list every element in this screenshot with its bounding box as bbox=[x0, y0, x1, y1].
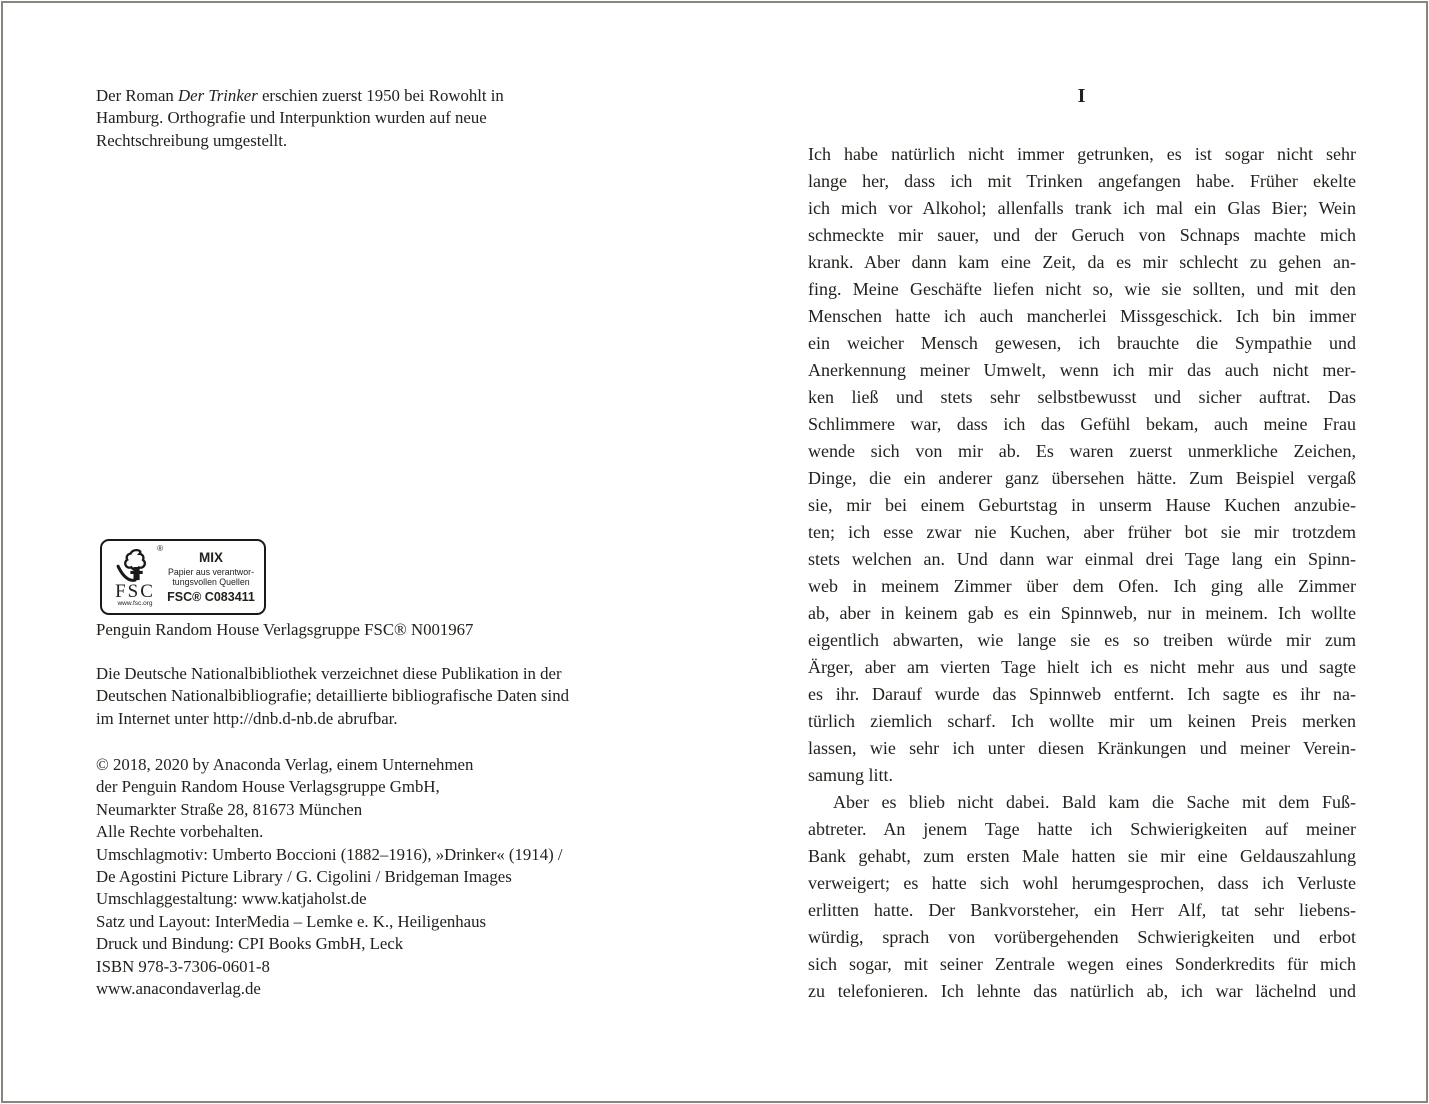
text-line: würdig, sprach von vorübergehenden Schwierigkeiten und erbot bbox=[808, 927, 1356, 947]
imprint-line: www.anacondaverlag.de bbox=[96, 979, 261, 999]
imprint-line: Umschlaggestaltung: www.katjaholst.de bbox=[96, 889, 367, 909]
dnb-note-line: Deutschen Nationalbibliografie; detaillierte bibliografische Daten sind bbox=[96, 686, 569, 706]
dnb-note bbox=[96, 663, 569, 730]
text-line: Anerkennung meiner Umwelt, wenn ich mir das auch nicht mer- bbox=[808, 360, 1356, 380]
text-line: Bank gehabt, zum ersten Male hatten sie mir eine Geldauszahlung bbox=[808, 846, 1356, 866]
fsc-registered-mark: ® bbox=[157, 544, 163, 553]
text-line: samung litt. bbox=[808, 765, 893, 785]
text-line: web in meinem Zimmer über dem Ofen. Ich ging alle Zimmer bbox=[808, 576, 1356, 596]
text-line: lange her, dass ich mit Trinken angefangen habe. Früher ekelte bbox=[808, 171, 1356, 191]
text-line: schmeckte mir sauer, und der Geruch von Schnaps machte mich bbox=[808, 225, 1356, 245]
chapter-number: I bbox=[1077, 85, 1087, 107]
text-line: Schlimmere war, dass ich das Gefühl bekam, auch meine Frau bbox=[808, 414, 1356, 434]
text-line: wende sich von mir ab. Es waren zuerst unmerkliche Zeichen, bbox=[808, 441, 1356, 461]
text-line: fing. Meine Geschäfte liefen nicht so, wie sie sollten, und mit den bbox=[808, 279, 1356, 299]
imprint-line: Satz und Layout: InterMedia – Lemke e. K., Heiligenhaus bbox=[96, 911, 487, 931]
text-line: Menschen hatte ich auch mancherlei Missgeschick. Ich bin immer bbox=[808, 306, 1356, 326]
text-line: es ihr. Darauf wurde das Spinnweb entfernt. Ich sagte es ihr na- bbox=[808, 684, 1356, 704]
fsc-mix-label: MIX bbox=[198, 549, 223, 565]
text-line: verweigert; es hatte sich wohl herumgesprochen, dass ich Verluste bbox=[808, 873, 1356, 893]
text-line: zu telefonieren. Ich lehnte das natürlich ab, ich war lächelnd und bbox=[808, 981, 1356, 1001]
text-line: krank. Aber dann kam eine Zeit, da es mir schlecht zu gehen an- bbox=[808, 252, 1356, 272]
text-line: ab, aber in keinem gab es ein Spinnweb, nur in meinem. Ich wollte bbox=[808, 603, 1356, 623]
text-line: sich sogar, mit seiner Zentrale wegen eines Sonderkredits für mich bbox=[808, 954, 1356, 974]
text-line: Aber es blieb nicht dabei. Bald kam die Sache mit dem Fuß- bbox=[833, 792, 1356, 812]
fsc-tree-checkmark-icon bbox=[115, 547, 155, 584]
fsc-certification-label bbox=[100, 539, 266, 615]
fsc-license-line: Penguin Random House Verlagsgruppe FSC® N001967 bbox=[96, 620, 474, 639]
text-line: erlitten hatte. Der Bankvorsteher, ein Herr Alf, tat sehr liebens- bbox=[808, 900, 1356, 920]
text-line: Ich habe natürlich nicht immer getrunken, es ist sogar nicht sehr bbox=[808, 144, 1356, 164]
text-line: lassen, wie sehr ich unter diesen Kränkungen und meiner Verein- bbox=[808, 738, 1356, 758]
fsc-claim-text: Papier aus verantwor- tungsvollen Quellen bbox=[167, 566, 255, 587]
imprint-line: De Agostini Picture Library / G. Cigolini / Bridgeman Images bbox=[96, 867, 512, 887]
imprint-line: Druck und Bindung: CPI Books GmbH, Leck bbox=[96, 934, 404, 954]
text-line: ken ließ und stets sehr selbstbewusst und sicher auftrat. Das bbox=[808, 387, 1356, 407]
edition-note bbox=[96, 85, 504, 152]
dnb-note-line: im Internet unter http://dnb.d-nb.de abrufbar. bbox=[96, 708, 398, 728]
edition-note-line: Hamburg. Orthografie und Interpunktion wurden auf neue bbox=[96, 108, 487, 128]
text-line: abtreter. An jenem Tage hatte ich Schwierigkeiten auf meiner bbox=[808, 819, 1356, 839]
imprint-line: © 2018, 2020 by Anaconda Verlag, einem Unternehmen bbox=[96, 755, 474, 774]
text-line: ein weicher Mensch gewesen, ich brauchte die Sympathie und bbox=[808, 333, 1356, 353]
fsc-logo bbox=[106, 544, 164, 607]
edition-note-line: Der Roman Der Trinker erschien zuerst 1950 bei Rowohlt in bbox=[96, 86, 504, 105]
fsc-url: www.fsc.org bbox=[117, 600, 153, 607]
imprint-line: Umschlagmotiv: Umberto Boccioni (1882–1916), »Drinker« (1914) / bbox=[96, 844, 563, 864]
imprint-line: der Penguin Random House Verlagsgruppe GmbH, bbox=[96, 777, 440, 797]
text-line: stets welchen an. Und dann war einmal drei Tage lang ein Spinn- bbox=[808, 549, 1356, 569]
text-line: eigentlich abwarten, wie lange sie es so treiben würde mir zum bbox=[808, 630, 1356, 650]
dnb-note-line: Die Deutsche Nationalbibliothek verzeichnet diese Publikation in der bbox=[96, 664, 562, 683]
text-line: türlich ziemlich scharf. Ich wollte mir um keinen Preis merken bbox=[808, 711, 1356, 731]
imprint-line: ISBN 978-3-7306-0601-8 bbox=[96, 956, 270, 976]
text-line: Dinge, die ein anderer ganz übersehen hätte. Zum Beispiel vergaß bbox=[808, 468, 1356, 488]
fsc-license-code: FSC® C083411 bbox=[167, 589, 255, 604]
chapter-text bbox=[808, 141, 1356, 1005]
text-line: sie, mir bei einem Geburtstag in unserm Hause Kuchen anzubie- bbox=[808, 495, 1356, 515]
imprint-line: Neumarkter Straße 28, 81673 München bbox=[96, 799, 363, 819]
edition-note-line: Rechtschreibung umgestellt. bbox=[96, 130, 288, 150]
text-line: ten; ich esse zwar nie Kuchen, aber früher bot sie mir trotzdem bbox=[808, 522, 1356, 542]
imprint-line: Alle Rechte vorbehalten. bbox=[96, 822, 264, 842]
text-line: ich mich vor Alkohol; allenfalls trank ich mal ein Glas Bier; Wein bbox=[808, 198, 1356, 218]
fsc-brand-text: FSC bbox=[115, 581, 155, 602]
imprint-block bbox=[96, 754, 563, 1000]
text-line: Ärger, aber am vierten Tage hielt ich es nicht mehr aus und sagte bbox=[808, 657, 1356, 677]
